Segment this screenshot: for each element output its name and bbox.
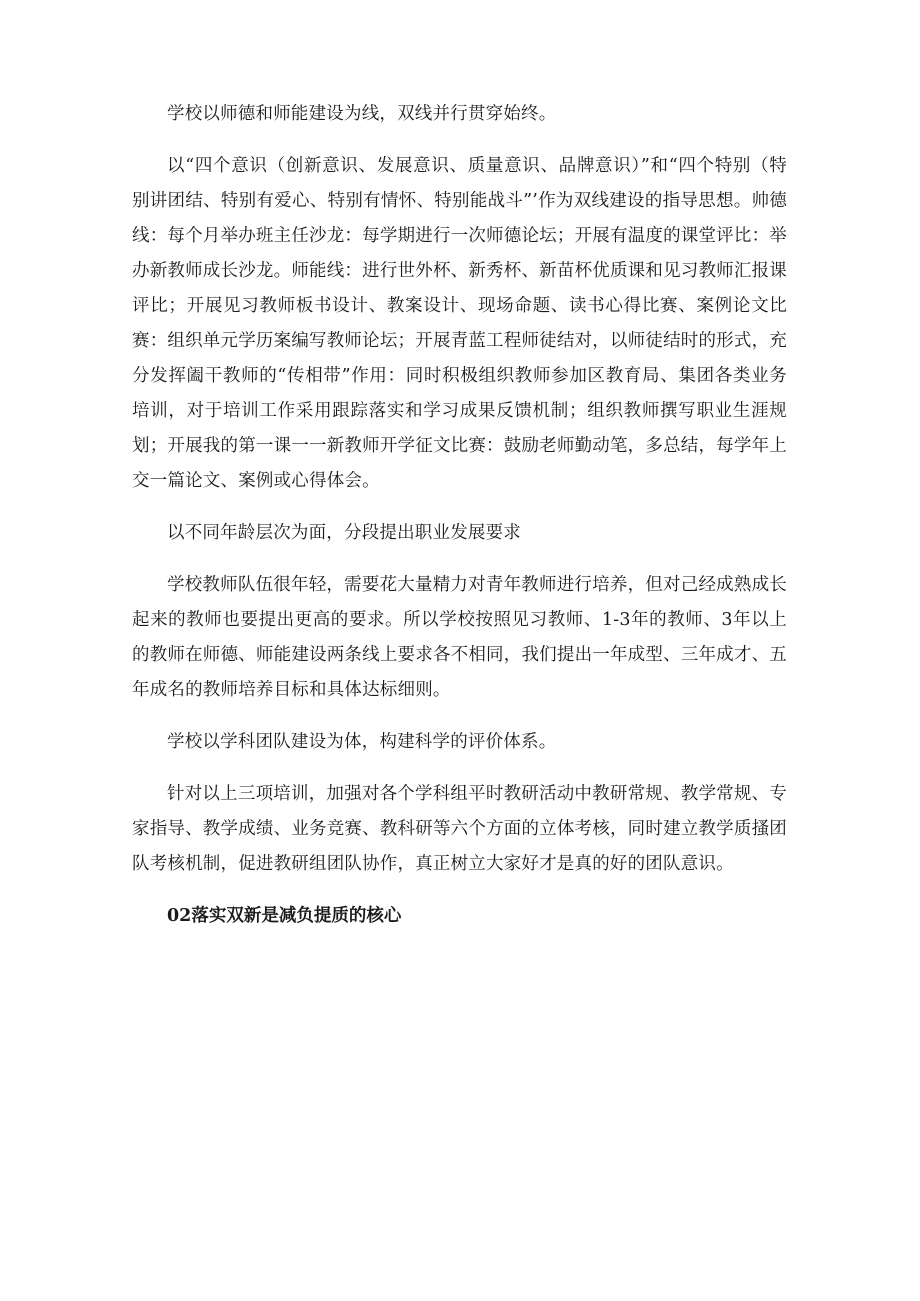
paragraph-age-levels: 以不同年龄层次为面，分段提出职业发展要求 xyxy=(167,523,521,543)
paragraph-dual-line-theme: 学校以师德和师能建设为线，双线并行贯穿始终。 xyxy=(167,104,557,124)
paragraph-young-teachers: 学校教师队伍很年轻，需要花大量精力对青年教师进行培养，但对己经成熟成长起来的教师也要提出更高的要求。所以学校按照见习教师、1-3年的教师、3年以上的教师在师德、师能建设两条线上要求各不相同，我们提出一年成型、三年成才、五年成名的教师培养目标和具体达标细则。 xyxy=(132,575,787,700)
section-heading: 02落实双新是减负提质的核心 xyxy=(167,906,402,926)
paragraph-assessment: 针对以上三项培训，加强对各个学科组平时教研活动中教研常规、教学常规、专家指导、教学成绩、业务竞赛、教科研等六个方面的立体考核，同时建立教学质搔团队考核机制，促进教研组团队协作，真正树立大家好才是真的好的团队意识。 xyxy=(132,784,787,874)
paragraph-team-building: 学校以学科团队建设为体，构建科学的评价体系。 xyxy=(167,732,557,752)
document-body xyxy=(132,97,787,934)
paragraph-guiding-ideology: 以“四个意识（创新意识、发展意识、质量意识、品牌意识）”和“四个特别（特别讲团结、特别有爱心、特别有情怀、特别能战斗”’作为双线建设的指导思想。帅德线：每个月举办班主任沙龙：每学期进行一次师德论坛；开展有温度的课堂评比：举办新教师成长沙龙。师能线：进行世外杯、新秀杯、新苗杯优质课和见习教师汇报课评比；开展见习教师板书设计、教案设计、现场命题、读书心得比赛、案例论文比赛：组织单元学历案编写教师论坛；开展青蓝工程师徒结对，以师徒结时的形式，充分发挥阖干教师的“传相带”作用：同时积极组织教师参加区教育局、集团各类业务培训，对于培训工作采用跟踪落实和学习成果反馈机制；组织教师撰写职业生涯规划；开展我的第一课一一新教师开学征文比赛：鼓励老师勤动笔，多总结，每学年上交一篇论文、案例或心得体会。 xyxy=(132,156,787,491)
